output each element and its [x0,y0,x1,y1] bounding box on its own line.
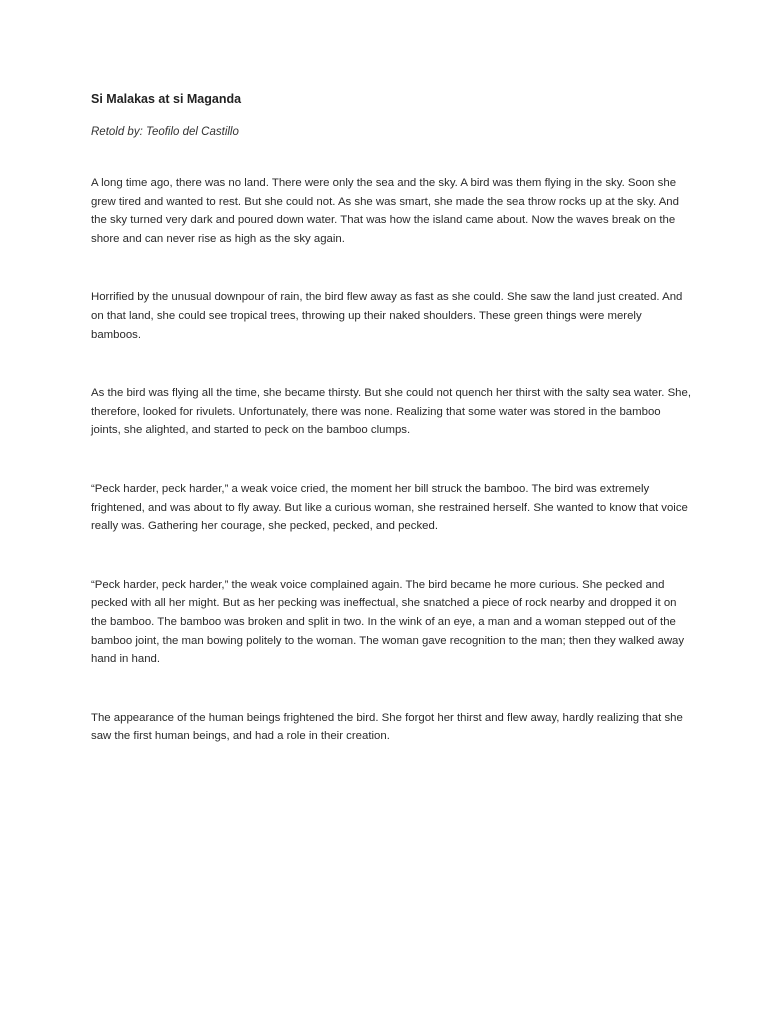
paragraph-4: “Peck harder, peck harder,” a weak voice cried, the moment her bill struck the bamboo. The bird was extremely frightened, and was about to fly away. But like a curious woman, she restrained herself. She wanted to know that voice really was. Gathering her courage, she pecked, pecked, and pecked. [91,482,688,533]
document-title: Si Malakas at si Maganda [91,92,242,106]
paragraph-6: The appearance of the human beings frightened the bird. She forgot her thirst and flew away, hardly realizing that she saw the first human beings, and had a role in their creation. [91,711,683,743]
author-byline: Retold by: Teofilo del Castillo [91,126,239,138]
paragraph-5: “Peck harder, peck harder,” the weak voice complained again. The bird became he more curious. She pecked and pecked with all her might. But as her pecking was ineffectual, she snatched a piece of rock nearby and dropped it on the bamboo. The bamboo was broken and split in two. In the wink of an eye, a man and a woman stepped out of the bamboo joint, the man bowing politely to the woman. The woman gave recognition to the man; then they walked away hand in hand. [91,578,685,666]
paragraph-1: A long time ago, there was no land. There were only the sea and the sky. A bird was them flying in the sky. Soon she grew tired and wanted to rest. But she could not. As she was smart, she made the sea throw rocks up at the sky. And the sky turned very dark and poured down water. That was how the island came about. Now the waves break on the shore and can never rise as high as the sky again. [91,177,679,245]
paragraph-2: Horrified by the unusual downpour of rain, the bird flew away as fast as she could. She saw the land just created. And on that land, she could see tropical trees, throwing up their naked shoulders. These green things were merely bamboos. [91,291,683,341]
paragraph-3: As the bird was flying all the time, she became thirsty. But she could not quench her thirst with the salty sea water. She, therefore, looked for rivulets. Unfortunately, there was none. Realizing that some water was stored in the bamboo joints, she alighted, and started to peck on the bamboo clumps. [91,387,691,437]
document-page [91,92,691,786]
